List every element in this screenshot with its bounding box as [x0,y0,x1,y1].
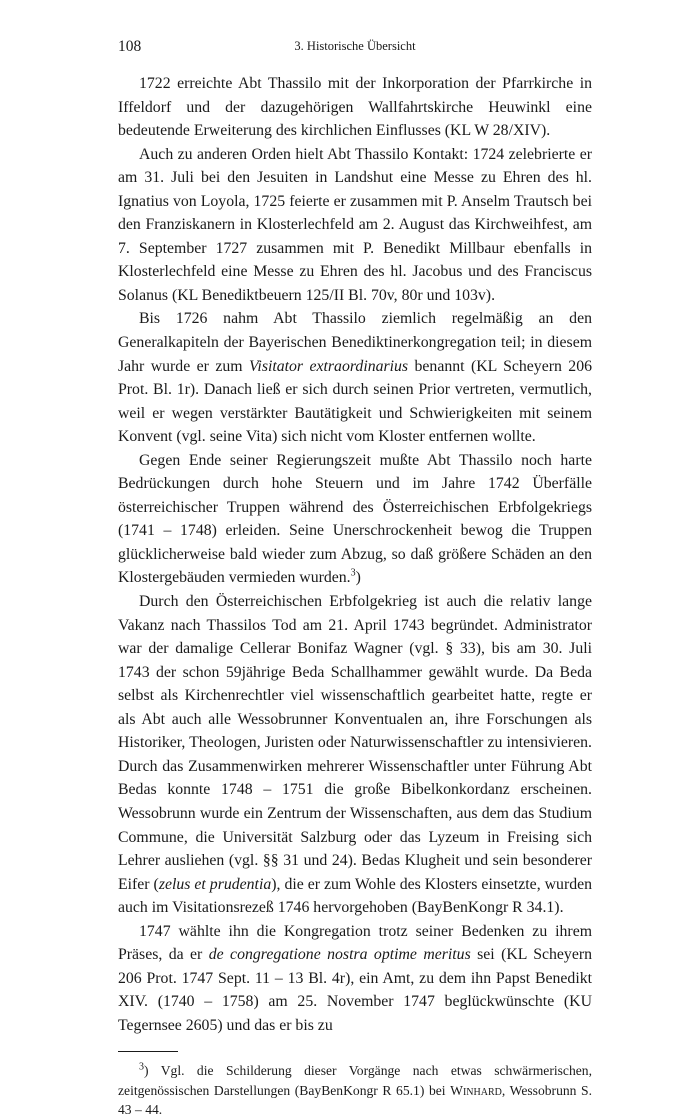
running-title: 3. Historische Übersicht [294,39,416,53]
paragraph [118,449,592,590]
running-head [118,38,592,58]
text-run: ) Vgl. die Schilderung dieser Vorgänge nach etwas schwärmerischen, zeitgenössischen Darstellungen (BayBenKongr R 65.1) bei [118,1063,592,1098]
text-run: 1747 wählte ihn die Kongregation trotz seiner Bedenken zu ihrem Präses, da er [118,922,592,964]
text-run: Auch zu anderen Orden hielt Abt Thassilo Kontakt: 1724 zelebrierte er am 31. Juli bei den Jesuiten in Landshut eine Messe zu Ehren des hl. Ignatius von Loyola, 1725 feierte er zusammen mit P. Anselm Trautsch bei den Franziskanern in Klosterlechfeld am 2. August das Kirchweihfest, am 7. September 1727 zusammen mit P. Benedikt Millbaur ebenfalls in Klosterlechfeld eine Messe zu Ehren des hl. Jacobus und des Franciscus Solanus (KL Benediktbeuern 125/II Bl. 70v, 80r und 103v). [118,145,592,304]
text-run: ), die er zum Wohle des Klosters einsetzte, wurden auch im Visitationsrezeß 1746 hervorgehoben (BayBenKongr R 34.1). [118,875,593,917]
italic-phrase: zelus et prudentia [158,875,272,893]
footnote-marker: 3 [350,568,356,580]
text-run: benannt (KL Scheyern 206 Prot. Bl. 1r). Danach ließ er sich durch seinen Prior vertreten, vermutlich, weil er wegen verstärkter Bautätigkeit und Schwierigkeiten mit seinem Konvent (vgl. seine Vita) sich nicht vom Kloster entfernen wollte. [118,357,592,446]
text-run: sei (KL Scheyern 206 Prot. 1747 Sept. 11 – 13 Bl. 4r), ein Amt, zu dem ihn Papst Benedikt XIV. (1740 – 1758) am 25. November 1747 beglückwünschte (KU Tegernsee 2605) und das er bis zu [118,946,593,1034]
book-page [118,38,592,1120]
italic-phrase: Visitator extraordinarius [248,357,409,375]
italic-phrase: de congregatione nostra optime meritus [208,946,471,964]
paragraph [118,307,592,448]
text-run: , Wessobrunn S. 43 – 44. [118,1082,592,1118]
footnote-marker: 3 [139,1061,144,1073]
author-name: Winhard [450,1082,502,1098]
paragraph [118,590,592,920]
footnote-rule [118,1051,178,1052]
paragraph [118,143,592,308]
text-run: 1722 erreichte Abt Thassilo mit der Inkorporation der Pfarrkirche in Iffeldorf und der dazugehörigen Wallfahrtskirche Heuwinkl eine bedeutende Erweiterung des kirchlichen Einflusses (KL W 28/XIV). [118,75,592,140]
text-run: Bis 1726 nahm Abt Thassilo ziemlich regelmäßig an den Generalkapiteln der Bayerischen Benediktinerkongregation teil; in diesem Jahr wurde er zum [118,310,592,375]
text-run: Durch den Österreichischen Erbfolgekrieg ist auch die relativ lange Vakanz nach Thassilos Tod am 21. April 1743 begründet. Administrator war der damalige Cellerar Bonifaz Wagner (vgl. § 33), bis am 30. Juli 1743 der schon 59jährige Beda Schallhammer gewählt wurde. Da Beda selbst als Kirchenrechtler viel wissenschaftlich gearbeitet hatte, regte er als Abt auch alle Wessobrunner Konventualen an, ihre Forschungen als Historiker, Theologen, Juristen oder Naturwissenschaftler zu intensivieren. Durch das Zusammenwirken mehrerer Wissenschaftler unter Führung Abt Bedas konnte 1748 – 1751 die große Bibelkonkordanz erscheinen. Wessobrunn wurde ein Zentrum der Wissenschaften, aus dem das Studium Commune, die Universität Salzburg oder das Lyzeum in Freising sich Lehrer ausliehen (vgl. §§ 31 und 24). Bedas Klugheit und sein besonderer Eifer ( [118,593,592,893]
body-text [118,72,592,1037]
paragraph [118,72,592,143]
text-run: ) [355,569,361,587]
text-run: Gegen Ende seiner Regierungszeit mußte Abt Thassilo noch harte Bedrückungen durch hohe Steuern und im Jahre 1742 Überfälle österreichischer Truppen während des Österreichischen Erbfolgekriegs (1741 – 1748) erleiden. Seine Unerschrockenheit bewog die Truppen glücklicherweise bald wieder zum Abzug, so daß größere Schäden an den Klostergebäuden vermieden wurden. [118,451,592,587]
page-number: 108 [118,38,142,55]
paragraph [118,920,592,1038]
footnote-text [118,1061,592,1120]
footnote [118,1061,592,1120]
